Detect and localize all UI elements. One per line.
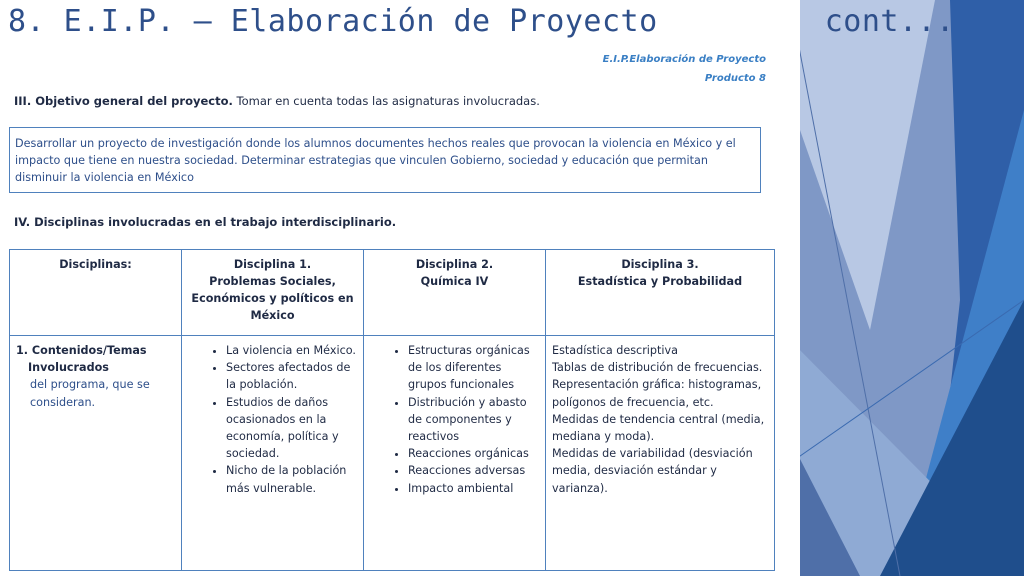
section-disciplines-heading [14, 215, 396, 229]
header-disciplina-1: Disciplina 1. Problemas Sociales, Económicos y políticos en México [182, 250, 364, 336]
list-item: • Sectores afectados de la población. [226, 359, 357, 393]
section-objective-note: Tomar en cuenta todas las asignaturas involucradas. [232, 94, 540, 108]
section-objective-title: III. Objetivo general del proyecto. [14, 94, 233, 108]
list-item: • Nicho de la población más vulnerable. [226, 462, 357, 496]
list-item: • Impacto ambiental [408, 480, 539, 497]
list-item: Representación gráfica: histogramas, polígonos de frecuencia, etc. [552, 378, 762, 409]
table-row [10, 336, 775, 571]
header-disciplinas: Disciplinas: [10, 250, 182, 336]
disciplines-table [9, 249, 775, 571]
list-item: Tablas de distribución de frecuencias. [552, 361, 763, 375]
list-item: Estadística descriptiva [552, 344, 678, 357]
list-item: • Estructuras orgánicas de los diferentes grupos funcionales [408, 342, 539, 394]
table-header-row [10, 250, 775, 336]
section-objective-heading [14, 94, 540, 108]
header-project-label: E.I.P.Elaboración de Proyecto [602, 54, 766, 65]
section-disciplines-title: IV. Disciplinas involucradas en el trabajo interdisciplinario. [14, 215, 397, 229]
row-label-contenidos: 1. Contenidos/Temas Involucrados del programa, que se consideran. [10, 336, 182, 571]
list-item: • Reacciones adversas [408, 462, 539, 479]
disciplina-3-topics [546, 336, 775, 571]
list-item: Medidas de variabilidad (desviación media, desviación estándar y varianza). [552, 447, 753, 495]
disciplina-1-topics [182, 336, 364, 571]
list-item: Medidas de tendencia central (media, mediana y moda). [552, 412, 765, 444]
list-item: • La violencia en México. [226, 342, 357, 359]
header-disciplina-2: Disciplina 2. Química IV [364, 250, 546, 336]
objective-text-box: Desarrollar un proyecto de investigación donde los alumnos documentes hechos reales que provocan la violencia en México y el impacto que tiene en nuestra sociedad. Determinar estrategias que vinculen Gobierno, sociedad y educación que permitan disminuir la violencia en México [9, 127, 761, 193]
list-item: • Estudios de daños ocasionados en la economía, política y sociedad. [226, 394, 357, 463]
header-disciplina-3: Disciplina 3. Estadística y Probabilidad [546, 250, 775, 336]
list-item: • Reacciones orgánicas [408, 445, 539, 462]
disciplina-2-topics [364, 336, 546, 571]
list-item: • Distribución y abasto de componentes y reactivos [408, 394, 539, 446]
slide-title: 8. E.I.P. – Elaboración de Proyecto cont... [8, 4, 955, 39]
header-product-label: Producto 8 [704, 73, 766, 84]
